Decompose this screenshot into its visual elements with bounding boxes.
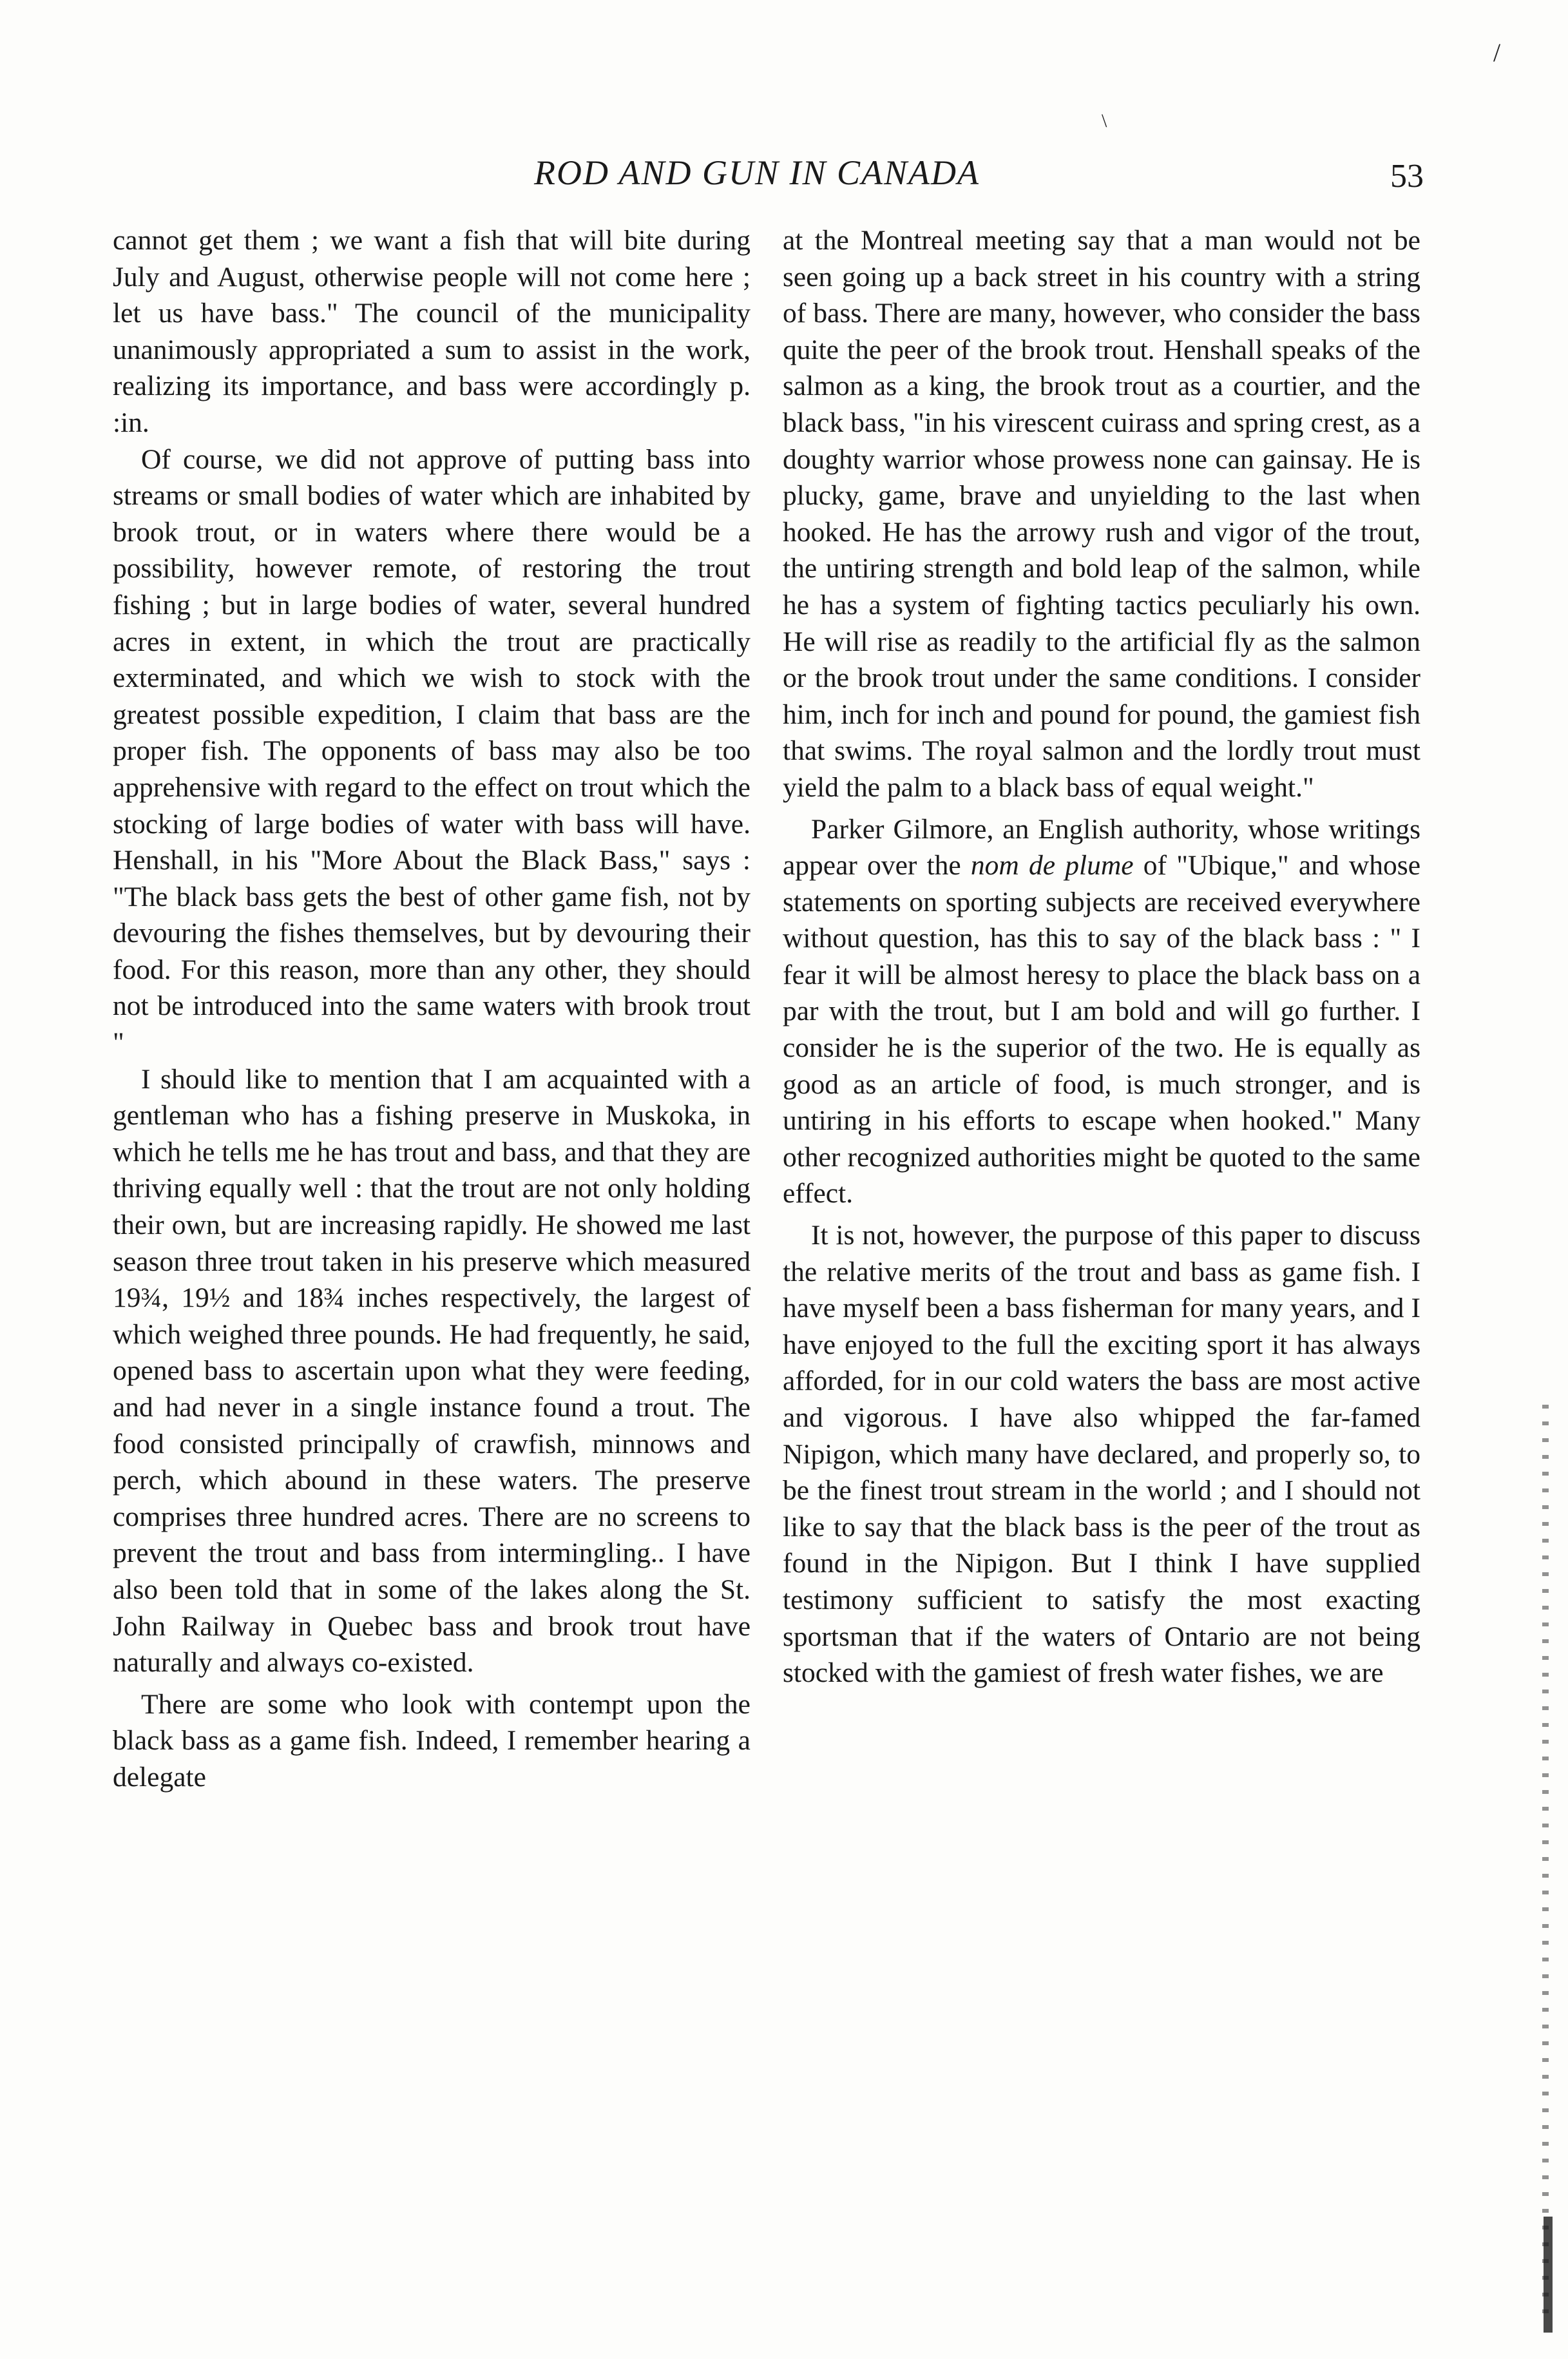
paragraph-text: Parker Gilmore, an English authority, whose writings appear over the xyxy=(783,813,1420,881)
corner-mark: / xyxy=(1493,38,1501,67)
left-column xyxy=(113,222,751,1796)
paragraph: at the Montreal meeting say that a man would not be seen going up a back street in his country with a string of bass. There are many, however, who consider the bass quite the peer of the brook trout. Henshall speaks of the salmon as a king, the brook trout as a courtier, and the black bass, "in his virescent cuirass and spring crest, as a doughty warrior whose prowess none can gainsay. He is plucky, game, brave and unyielding to the last when hooked. He has the arrowy rush and vigor of the trout, the untiring strength and bold leap of the salmon, while he has a system of fighting tactics peculiarly his own. He will rise as readily to the artificial fly as the salmon or the brook trout under the same conditions. I consider him, inch for inch and pound for pound, the gamiest fish that swims. The royal salmon and the lordly trout must yield the palm to a black bass of equal weight." xyxy=(783,225,1420,803)
paragraph: I should like to mention that I am acquainted with a gentleman who has a fishing preserve in Muskoka, in which he tells me he has trout and bass, and that they are thriving equally well : that the trout are not only holding their own, but are increasing rapidly. He showed me last season three trout taken in his preserve which measured 19¾, 19½ and 18¾ inches respectively, the largest of which weighed three pounds. He had frequently, he said, opened bass to ascertain upon what they were feeding, and had never in a single instance found a trout. The food consisted principally of crawfish, minnows and perch, which abound in these waters. The preserve comprises three hundred acres. There are no screens to prevent the trout and bass from intermingling.. I have also been told that in some of the lakes along the St. John Railway in Quebec bass and brook trout have naturally and always co-existed. xyxy=(113,1063,751,1679)
italic-term: nom de plume xyxy=(970,850,1134,881)
right-column xyxy=(783,222,1420,1691)
page-number: 53 xyxy=(1390,158,1424,195)
paragraph: Of course, we did not approve of putting bass into streams or small bodies of water which are inhabited by brook trout, or in waters where there would be a possibility, however remote, of restoring the trout fishing ; but in large bodies of water, several hundred acres in extent, in which the trout are practically exterminated, and which we wish to stock with the greatest possible expedition, I claim that bass are the proper fish. The opponents of bass may also be too apprehensive with regard to the effect on trout which the stocking of large bodies of water with bass will have. Henshall, in his "More About the Black Bass," says : "The black bass gets the best of other game fish, not by devouring the fishes themselves, but by devouring their food. For this reason, more than any other, they should not be introduced into the same waters with brook trout " xyxy=(113,443,751,1059)
paragraph xyxy=(783,811,1420,1213)
scan-edge-artifact xyxy=(1542,1405,1549,2326)
paragraph-text: of "Ubique," and whose statements on sporting subjects are received everywhere without question, has this to say of the black bass : " I fear it will be almost heresy to place the black bass on a par with the trout, but I am bold and will go further. I consider he is the superior of the two. He is equally as good as an article of food, is much stronger, and is untiring in his efforts to escape when hooked." Many other recognized authorities might be quoted to the same effect. xyxy=(783,850,1420,1209)
paragraph: cannot get them ; we want a fish that will bite during July and August, otherwise people will not come here ; let us have bass." The council of the municipality unanimously appropriated a sum to assist in the work, realizing its importance, and bass were accordingly p. :in. xyxy=(113,225,751,438)
stray-mark: \ xyxy=(1102,110,1107,131)
running-head: ROD AND GUN IN CANADA xyxy=(533,153,980,192)
paragraph: There are some who look with contempt upon the black bass as a game fish. Indeed, I remember hearing a delegate xyxy=(113,1688,751,1793)
paragraph: It is not, however, the purpose of this paper to discuss the relative merits of the trout and bass as game fish. I have myself been a bass fisherman for many years, and I have enjoyed to the full the exciting sport it has always afforded, for in our cold waters the bass are most active and vigorous. I have also whipped the far-famed Nipigon, which many have declared, and properly so, to be the finest trout stream in the world ; and I should not like to say that the black bass is the peer of the trout as found in the Nipigon. But I think I have supplied testimony sufficient to satisfy the most exacting sportsman that if the waters of Ontario are not being stocked with the gamiest of fresh water fishes, we are xyxy=(783,1220,1420,1689)
scan-edge-artifact xyxy=(1544,2217,1553,2333)
